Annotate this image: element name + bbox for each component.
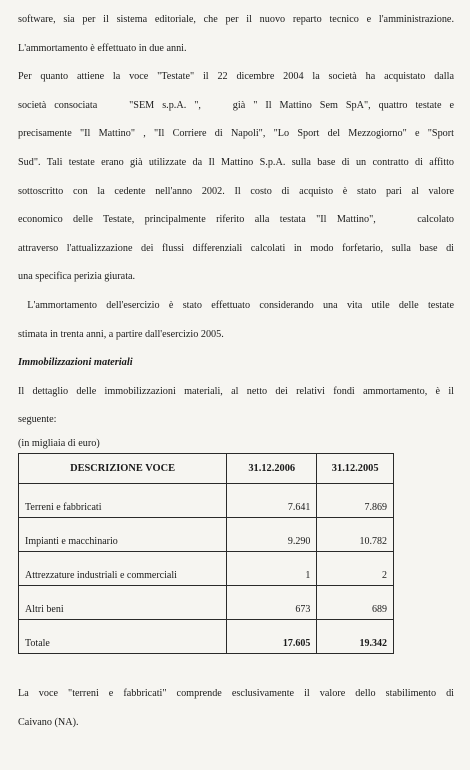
paragraph-ammortamento-testate (18, 292, 454, 349)
text-line: L'ammortamento è effettuato in due anni. (18, 42, 187, 54)
spacer (18, 654, 454, 680)
column-header-2006: 31.12.2006 (227, 453, 317, 483)
value-2005: 10.782 (317, 517, 394, 551)
column-header-description: DESCRIZIONE VOCE (19, 453, 227, 483)
text-line: Sud". Tali testate erano già utilizzate da Il Mattino S.p.A. sulla base di un contratto di affitto (18, 156, 454, 168)
table-header-row (19, 453, 394, 483)
value-2006: 673 (227, 585, 317, 619)
document-page (18, 6, 454, 737)
section-heading: Immobilizzazioni materiali (18, 357, 133, 369)
text-line: seguente: (18, 414, 57, 426)
row-label: Altri beni (19, 585, 227, 619)
value-2006: 1 (227, 551, 317, 585)
paragraph-terreni (18, 680, 454, 737)
row-label: Attrezzature industriali e commerciali (19, 551, 227, 585)
text-line: L'ammortamento dell'esercizio è stato effettuato considerando una vita utile delle testate (18, 299, 454, 311)
text-line: una specifica perizia giurata. (18, 271, 136, 283)
table-row (19, 551, 394, 585)
total-2005: 19.342 (317, 619, 394, 653)
row-label: Totale (19, 619, 227, 653)
text-line: La voce "terreni e fabbricati" comprende esclusivamente il valore dello stabilimento di (18, 687, 454, 699)
table-row (19, 517, 394, 551)
text-line: Il dettaglio delle immobilizzazioni materiali, al netto dei relativi fondi ammortamento, è il (18, 385, 454, 397)
value-2005: 689 (317, 585, 394, 619)
row-label: Impianti e macchinario (19, 517, 227, 551)
text-line: Caivano (NA). (18, 716, 79, 728)
units-note: (in migliaia di euro) (18, 437, 100, 449)
text-line: attraverso l'attualizzazione dei flussi differenziali calcolati in modo forfetario, sulla base di (18, 242, 454, 254)
table-row (19, 585, 394, 619)
text-line: economico delle Testate, principalmente riferito alla testata "Il Mattino", calcolato (18, 214, 454, 226)
text-line: società consociata "SEM s.p.A. ", già " Il Mattino Sem SpA", quattro testate e (18, 99, 454, 111)
text-line: Per quanto attiene la voce "Testate" il 22 dicembre 2004 la società ha acquistato dalla (18, 71, 454, 83)
text-line: precisamente "Il Mattino" , "Il Corriere di Napoli", "Lo Sport del Mezzogiorno" e "Sport (18, 128, 454, 140)
paragraph-software (18, 6, 454, 63)
text-line: software, sia per il sistema editoriale, che per il nuovo reparto tecnico e l'amministrazione. (18, 14, 454, 25)
table-total-row (19, 619, 394, 653)
text-line: stimata in trenta anni, a partire dall'esercizio 2005. (18, 328, 224, 340)
value-2005: 7.869 (317, 483, 394, 517)
row-label: Terreni e fabbricati (19, 483, 227, 517)
value-2005: 2 (317, 551, 394, 585)
total-2006: 17.605 (227, 619, 317, 653)
table-row (19, 483, 394, 517)
value-2006: 9.290 (227, 517, 317, 551)
fixed-assets-table (18, 453, 394, 654)
paragraph-dettaglio (18, 378, 454, 435)
text-line: sottoscritto con la cedente nell'anno 2002. Il costo di acquisto è stato pari al valore (18, 185, 454, 197)
paragraph-testate (18, 63, 454, 292)
value-2006: 7.641 (227, 483, 317, 517)
column-header-2005: 31.12.2005 (317, 453, 394, 483)
